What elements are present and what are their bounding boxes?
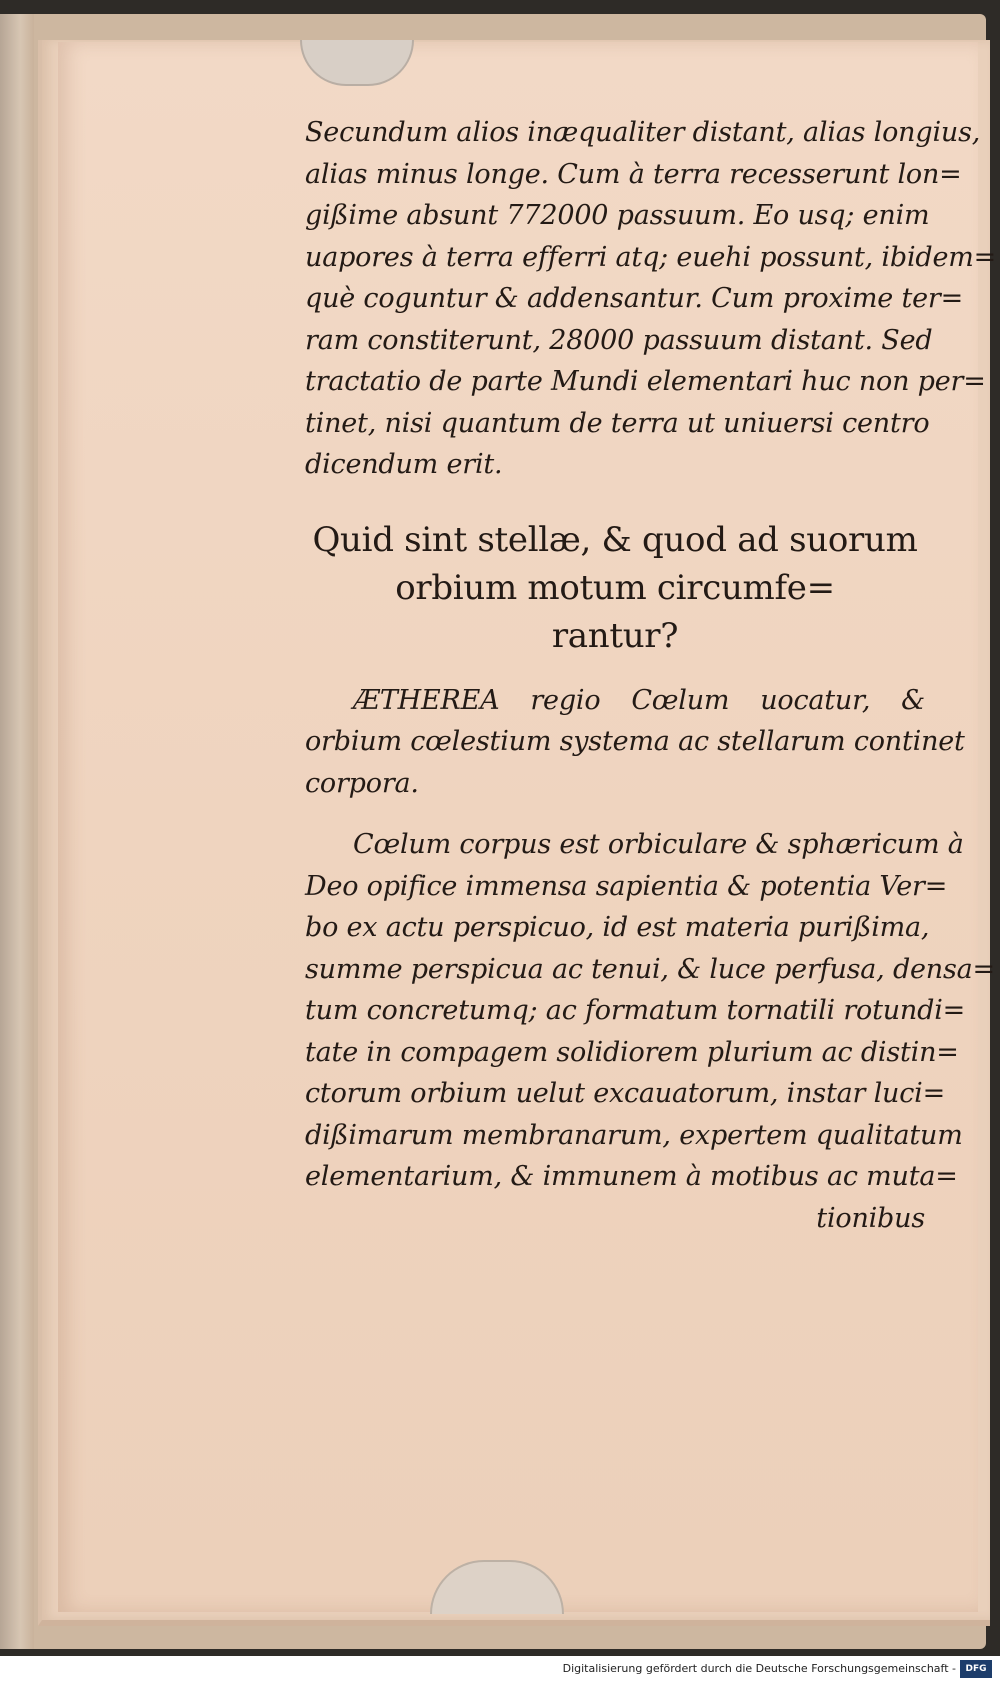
page-text: [305, 112, 997, 1239]
paragraph-1: [305, 112, 997, 486]
text-line: tinet, nisi quantum de terra ut uniuersi centro: [305, 407, 930, 439]
heading-line: orbium motum circumfe=: [395, 567, 835, 608]
section-heading: [305, 516, 925, 660]
text-line: ÆTHEREA regio Cœlum uocatur, &: [353, 684, 925, 716]
catchword: tionibus: [816, 1202, 925, 1234]
footer-credit: Digitalisierung gefördert durch die Deutsche Forschungsgemeinschaft -: [562, 1662, 956, 1675]
text-line: elementarium, & immunem à motibus ac muta=: [305, 1161, 958, 1192]
text-line: summe perspicua ac tenui, & luce perfusa, densa=: [305, 953, 995, 985]
text-line: Deo opifice immensa sapientia & potentia Ver=: [305, 870, 948, 902]
heading-line: Quid sint stellæ, & quod ad suorum: [312, 519, 918, 560]
dfg-logo-icon: DFG: [960, 1660, 992, 1678]
footer-bar: [0, 1656, 1000, 1683]
paragraph-3: [305, 824, 995, 1239]
text-line: Cœlum corpus est orbiculare & sphæricum à: [353, 829, 964, 860]
text-line: Secundum alios inæqualiter distant, alias longius,: [305, 117, 981, 148]
text-line: tum concretumq; ac formatum tornatili rotundi=: [305, 995, 966, 1026]
book-cover-edge: [0, 14, 34, 1649]
paragraph-2: [305, 680, 965, 805]
text-line: dicendum erit.: [305, 449, 503, 480]
text-line: dißimarum membranarum, expertem qualitatum: [305, 1119, 963, 1151]
text-line: corpora.: [305, 767, 419, 799]
heading-line: rantur?: [551, 615, 679, 656]
text-line: ram constiterunt, 28000 passuum distant. Sed: [305, 324, 933, 356]
text-line: orbium cœlestium systema ac stellarum continet: [305, 726, 965, 757]
text-line: tractatio de parte Mundi elementari huc non per=: [305, 366, 986, 397]
text-line: alias minus longe. Cum à terra recesserunt lon=: [305, 158, 962, 190]
text-line: bo ex actu perspicuo, id est materia purißima,: [305, 912, 930, 943]
text-line: què coguntur & addensantur. Cum proxime ter=: [305, 283, 963, 314]
text-line: uapores à terra efferri atq; euehi possunt, ibidem=: [305, 241, 997, 273]
text-line: ctorum orbium uelut excauatorum, instar luci=: [305, 1078, 945, 1109]
text-line: tate in compagem solidiorem plurium ac distin=: [305, 1036, 959, 1068]
text-line: gißime absunt 772000 passuum. Eo usq; enim: [305, 200, 930, 231]
